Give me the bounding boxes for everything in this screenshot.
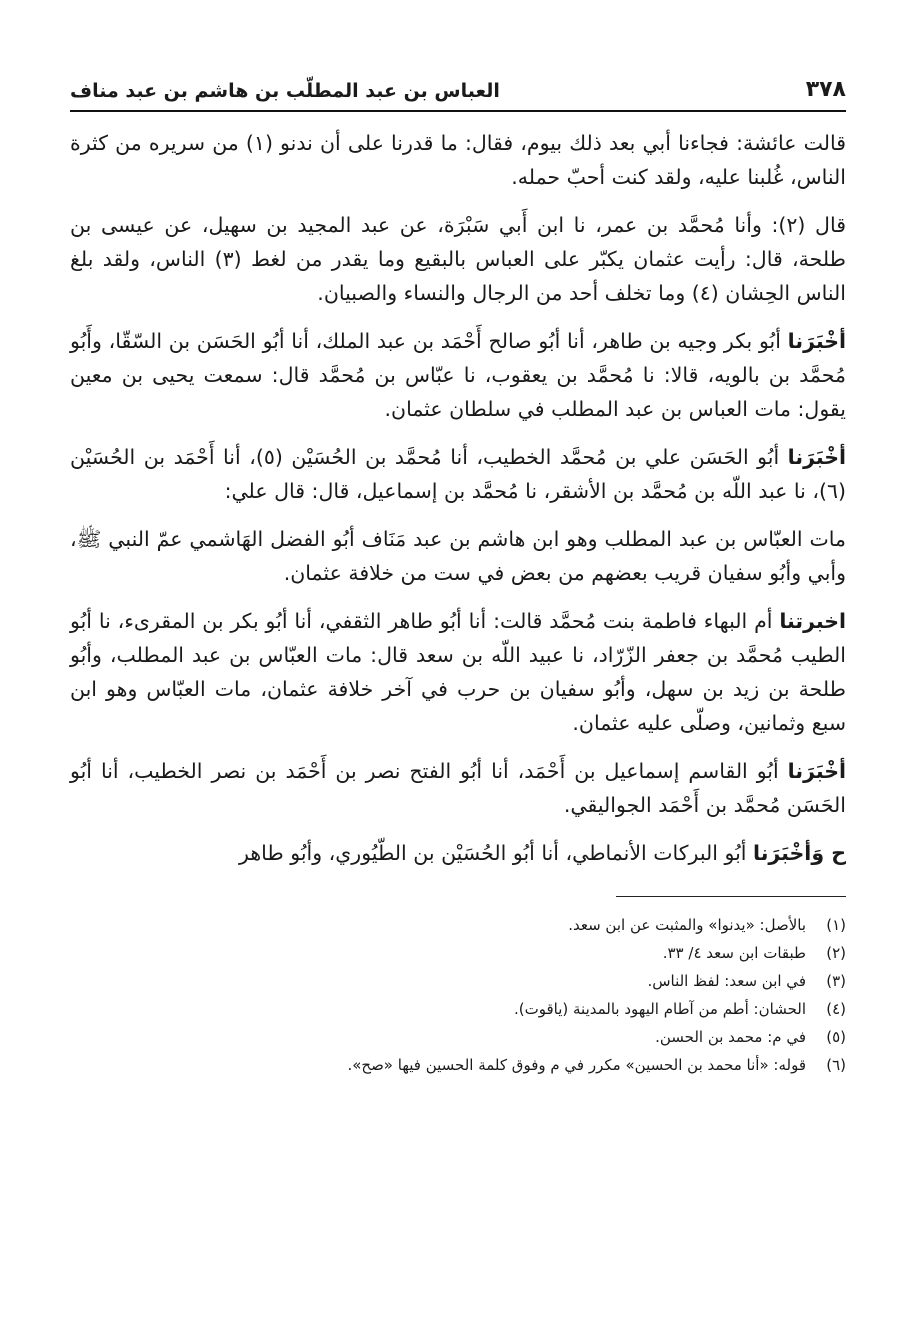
header-rule [70,110,846,112]
footnote-number: (٢) [826,944,846,962]
footnote-number: (٦) [826,1056,846,1074]
paragraph [70,604,846,740]
footnote [70,967,846,995]
paragraph [70,440,846,508]
footnote-number: (٣) [826,972,846,990]
paragraph [70,324,846,426]
paragraph [70,126,846,194]
page-number: ٣٧٨ [805,77,846,102]
running-title: العباس بن عبد المطلّب بن هاشم بن عبد مناف [70,80,500,102]
paragraph [70,754,846,822]
paragraph-text: أم البهاء فاطمة بنت مُحمَّد قالت: أنا أبُو طاهر الثقفي، أنا أبُو بكر بن المقرىء، نا أبُو الطيب مُحمَّد بن جعفر الزّرّاد، نا عبيد اللّه بن سعد قال: مات العبّاس بن عبد المطلب، وأبُو طلحة بن زيد بن سهل، وأبُو سفيان بن حرب في آخر خلافة عثمان، مات العبّاس وهو ابن سبع وثمانين، وصلّى عليه عثمان. [70,609,846,735]
main-text [70,126,846,870]
footnote-text: طبقات ابن سعد ٤/ ٣٣. [662,944,806,962]
footnote-number: (١) [826,916,846,934]
paragraph [70,522,846,590]
footnote-text: بالأصل: «يدنوا» والمثبت عن ابن سعد. [568,916,806,934]
paragraph-lead: ح وَأخْبَرَنا [753,841,846,865]
footnote-text: في م: محمد بن الحسن. [655,1028,806,1046]
paragraph-lead: أخْبَرَنا [787,329,846,353]
paragraph-text: أبُو البركات الأنماطي، أنا أبُو الحُسَيْن بن الطّيُوري، وأبُو طاهر [239,841,754,865]
paragraph-lead: اخبرتنا [779,609,846,633]
footnote-text: الحشان: أطم من آطام اليهود بالمدينة (ياقوت). [513,1000,806,1018]
paragraph-text: أبُو بكر وجيه بن طاهر، أنا أبُو صالح أَحْمَد بن عبد الملك، أنا أبُو الحَسَن بن السّقّا، وأَبُو مُحمَّد بن بالويه، قالا: نا مُحمَّد بن يعقوب، نا عبّاس بن مُحمَّد قال: سمعت يحيى بن معين يقول: مات العباس بن عبد المطلب في سلطان عثمان. [70,329,846,421]
footnote [70,939,846,967]
paragraph-text: أبُو القاسم إسماعيل بن أَحْمَد، أنا أبُو الفتح نصر بن أَحْمَد بن نصر الخطيب، أنا أبُو الحَسَن مُحمَّد بن أَحْمَد الجواليقي. [70,759,846,817]
footnote-text: قوله: «أنا محمد بن الحسين» مكرر في م وفوق كلمة الحسين فيها «صح». [347,1056,806,1074]
paragraph-lead: أخْبَرَنا [787,445,846,469]
paragraph-lead: أخْبَرَنا [787,759,846,783]
paragraph-text: قال (٢): وأنا مُحمَّد بن عمر، نا ابن أَبي سَبْرَة، عن عبد المجيد بن سهيل، عن عيسى بن طلحة، قال: رأيت عثمان يكبّر على العباس بالبقيع وما يقدر من لغط (٣) الناس، ولقد بلغ الناس الحِشان (٤) وما تخلف أحد من الرجال والنساء والصبيان. [70,213,847,305]
footnote [70,1023,846,1051]
footnote [70,911,846,939]
footnotes [70,911,846,1079]
footnote [70,1051,846,1079]
running-header [70,64,846,102]
footnote-number: (٤) [826,1000,846,1018]
paragraph [70,208,846,310]
footnote-text: في ابن سعد: لفظ الناس. [647,972,806,990]
paragraph [70,836,846,870]
paragraph-text: أبُو الحَسَن علي بن مُحمَّد الخطيب، أنا مُحمَّد بن الحُسَيْن (٥)، أنا أَحْمَد بن الحُسَيْن (٦)، نا عبد اللّه بن مُحمَّد بن الأشقر، نا مُحمَّد بن إسماعيل، قال: قال علي: [70,445,846,503]
footnote-rule [616,896,846,897]
footnote-number: (٥) [826,1028,846,1046]
footnote [70,995,846,1023]
paragraph-text: قالت عائشة: فجاءنا أبي بعد ذلك بيوم، فقال: ما قدرنا على أن ندنو (١) من سريره من كثرة الناس، غُلبنا عليه، ولقد كنت أحبّ حمله. [70,131,846,189]
paragraph-text: مات العبّاس بن عبد المطلب وهو ابن هاشم بن عبد مَنَاف أبُو الفضل الهَاشمي عمّ النبي ﷺ، وأبي وأبُو سفيان قريب بعضهم من بعض في ست من خلافة عثمان. [70,527,846,585]
